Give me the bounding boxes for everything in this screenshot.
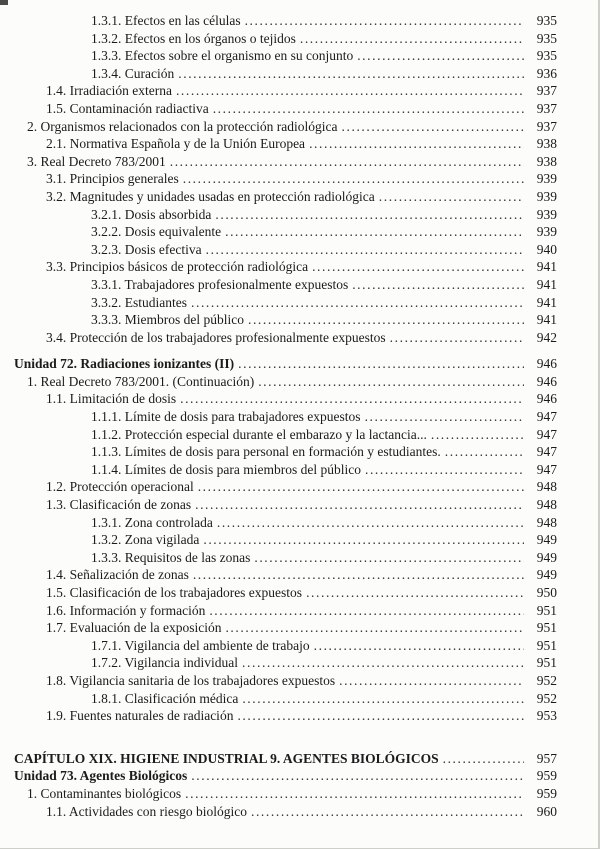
toc-entry-title: 1.6. Información y formación: [46, 602, 206, 618]
toc-page-number: 952: [536, 690, 557, 706]
toc-entry: [14, 443, 557, 461]
toc-entry-title: 1.1.3. Límites de dosis para personal en formación y estudiantes.: [91, 444, 441, 460]
toc-page-number: 949: [536, 532, 557, 548]
toc-page-number: 951: [536, 655, 557, 671]
toc-page-number: 938: [536, 136, 557, 152]
toc-page-number: 935: [536, 13, 557, 28]
toc-page-number: 941: [536, 294, 557, 310]
toc-entry: [14, 654, 557, 672]
toc-entry-title: 2. Organismos relacionados con la protección radiológica: [27, 118, 338, 134]
toc-entry-title: 1.3.4. Curación: [91, 65, 175, 81]
toc-page-number: 959: [536, 785, 557, 801]
toc-entry: [14, 373, 557, 391]
dot-leader: [443, 750, 524, 768]
toc-entry: [14, 602, 557, 620]
toc-entry: [14, 311, 557, 329]
toc-entry: [14, 82, 557, 100]
toc-entry-title: 1.4. Irradiación externa: [46, 83, 172, 99]
toc-entry: [14, 672, 557, 690]
toc-entry: [14, 153, 557, 171]
toc-entry-title: 3.2.3. Dosis efectiva: [91, 241, 202, 257]
toc-page-number: 941: [536, 276, 557, 292]
toc-entry-title: 1.1. Actividades con riesgo biológico: [46, 803, 247, 819]
toc-page-number: 939: [536, 171, 557, 187]
toc-entry: [14, 355, 557, 373]
toc-page-number: 952: [536, 672, 557, 688]
toc-group: [14, 750, 557, 820]
toc-page-number: 935: [536, 30, 557, 46]
dot-leader: [209, 602, 524, 620]
toc-entry-title: 3.2. Magnitudes y unidades usadas en protección radiológica: [46, 188, 375, 204]
dot-leader: [312, 258, 524, 276]
toc-entry: [14, 549, 557, 567]
dot-leader: [309, 135, 524, 153]
toc-entry: [14, 767, 557, 785]
dot-leader: [339, 672, 524, 690]
dot-leader: [206, 241, 524, 259]
toc-entry-title: 3.2.1. Dosis absorbida: [91, 206, 212, 222]
toc-page-number: 951: [536, 620, 557, 636]
toc-page-number: 960: [536, 803, 557, 819]
dot-leader: [242, 654, 524, 672]
dot-leader: [248, 311, 524, 329]
dot-leader: [185, 785, 524, 803]
dot-leader: [242, 690, 524, 708]
toc-page-number: 937: [536, 83, 557, 99]
toc-page-number: 948: [536, 497, 557, 513]
toc-entry: [14, 584, 557, 602]
toc-entry-title: 1.4. Señalización de zonas: [46, 567, 189, 583]
toc-entry-title: 3.1. Principios generales: [46, 171, 179, 187]
toc-group: [14, 12, 557, 346]
toc-page-number: 949: [536, 567, 557, 583]
toc-entry: [14, 276, 557, 294]
toc-page-number: 936: [536, 65, 557, 81]
toc-page-number: 941: [536, 259, 557, 275]
toc-page-number: 940: [536, 241, 557, 257]
toc-entry: [14, 619, 557, 637]
toc-page-number: 949: [536, 549, 557, 565]
toc-page-number: 947: [536, 444, 557, 460]
dot-leader: [251, 803, 524, 821]
dot-leader: [213, 100, 524, 118]
toc-page-number: 950: [536, 585, 557, 600]
toc-entry: [14, 294, 557, 312]
dot-leader: [183, 170, 524, 188]
toc-entry-title: 1.3.1. Efectos en las células: [91, 13, 241, 28]
toc-entry-title: 1.7.1. Vigilancia del ambiente de trabajo: [91, 637, 310, 653]
toc-entry-title: CAPÍTULO XIX. HIGIENE INDUSTRIAL 9. AGENTES BIOLÓGICOS: [14, 750, 439, 766]
dot-leader: [225, 223, 524, 241]
toc-entry-title: 3. Real Decreto 783/2001: [27, 153, 166, 169]
dot-leader: [195, 496, 524, 514]
toc-entry: [14, 426, 557, 444]
toc-page-number: 937: [536, 118, 557, 134]
dot-leader: [237, 707, 524, 725]
dot-leader: [191, 767, 524, 785]
dot-leader: [217, 514, 524, 532]
toc-entry-title: 1.1.4. Límites de dosis para miembros del público: [91, 461, 361, 477]
toc-page-number: 941: [536, 312, 557, 328]
dot-leader: [191, 294, 524, 312]
dot-leader: [198, 478, 524, 496]
dot-leader: [352, 276, 524, 294]
toc-entry: [14, 566, 557, 584]
toc-entry-title: 1.1.2. Protección especial durante el embarazo y la lactancia...: [91, 426, 427, 442]
dot-leader: [238, 355, 524, 373]
dot-leader: [215, 206, 524, 224]
dot-leader: [306, 584, 524, 602]
toc-entry-title: 3.3.2. Estudiantes: [91, 294, 187, 310]
toc-entry-title: 1.1. Limitación de dosis: [46, 391, 177, 407]
toc-entry: [14, 478, 557, 496]
toc-entry: [14, 258, 557, 276]
toc-entry: [14, 408, 557, 426]
dot-leader: [245, 12, 524, 30]
toc-page-number: 946: [536, 373, 557, 389]
toc-entry: [14, 329, 557, 347]
dot-leader: [379, 188, 524, 206]
toc-entry: [14, 30, 557, 48]
toc-entry-title: 1.7. Evaluación de la exposición: [46, 620, 222, 636]
toc-entry-title: 1.3.1. Zona controlada: [91, 514, 213, 530]
toc-page-number: 947: [536, 461, 557, 477]
toc-entry-title: 1.3. Clasificación de zonas: [46, 497, 192, 513]
toc-entry-title: 2.1. Normativa Española y de la Unión Europea: [46, 136, 306, 152]
toc-page-number: 953: [536, 708, 557, 724]
toc-page-number: 948: [536, 479, 557, 495]
dot-leader: [390, 329, 524, 347]
toc-page-number: 938: [536, 153, 557, 169]
toc-entry-title: Unidad 73. Agentes Biológicos: [14, 768, 188, 784]
toc-entry: [14, 390, 557, 408]
dot-leader: [180, 390, 524, 408]
toc-page-number: 951: [536, 637, 557, 653]
table-of-contents: [14, 12, 557, 820]
toc-page-number: 939: [536, 206, 557, 222]
dot-leader: [342, 118, 524, 136]
dot-leader: [365, 461, 524, 479]
toc-entry: [14, 785, 557, 803]
toc-entry-title: 3.3.3. Miembros del público: [91, 312, 244, 328]
toc-page-number: 951: [536, 602, 557, 618]
toc-entry: [14, 223, 557, 241]
toc-entry: [14, 170, 557, 188]
toc-entry-title: 3.3. Principios básicos de protección radiológica: [46, 259, 309, 275]
toc-page-number: 959: [536, 768, 557, 784]
toc-entry: [14, 750, 557, 768]
dot-leader: [314, 637, 524, 655]
toc-entry-title: 3.4. Protección de los trabajadores profesionalmente expuestos: [46, 329, 386, 345]
toc-entry-title: 3.2.2. Dosis equivalente: [91, 224, 222, 240]
toc-entry-title: 1.8. Vigilancia sanitaria de los trabajadores expuestos: [46, 672, 336, 688]
toc-entry-title: 1.8.1. Clasificación médica: [91, 690, 239, 706]
dot-leader: [365, 408, 524, 426]
toc-page-number: 939: [536, 224, 557, 240]
dot-leader: [445, 443, 524, 461]
toc-entry-title: 1.3.3. Efectos sobre el organismo en su conjunto: [91, 48, 354, 64]
toc-entry: [14, 12, 557, 30]
toc-page-number: 939: [536, 188, 557, 204]
toc-entry-title: 1.3.2. Zona vigilada: [91, 532, 200, 548]
scan-artifact: [0, 0, 8, 5]
toc-entry: [14, 47, 557, 65]
toc-entry-title: 1. Real Decreto 783/2001. (Continuación): [27, 373, 255, 389]
toc-entry-title: 1.5. Clasificación de los trabajadores expuestos: [46, 585, 303, 600]
toc-page-number: 935: [536, 48, 557, 64]
dot-leader: [203, 531, 524, 549]
dot-leader: [258, 373, 524, 391]
toc-entry: [14, 65, 557, 83]
toc-entry-title: 1.2. Protección operacional: [46, 479, 194, 495]
toc-page-number: 947: [536, 409, 557, 425]
toc-entry: [14, 690, 557, 708]
toc-page-number: 948: [536, 514, 557, 530]
toc-entry-title: 1.3.2. Efectos en los órganos o tejidos: [91, 30, 296, 46]
toc-entry: [14, 188, 557, 206]
toc-entry: [14, 461, 557, 479]
toc-entry-title: Unidad 72. Radiaciones ionizantes (II): [14, 356, 235, 372]
toc-page-number: 957: [536, 750, 557, 766]
toc-entry: [14, 241, 557, 259]
toc-page-number: 937: [536, 100, 557, 116]
toc-entry: [14, 707, 557, 725]
toc-entry: [14, 206, 557, 224]
toc-entry: [14, 496, 557, 514]
toc-entry-title: 1.5. Contaminación radiactiva: [46, 100, 209, 116]
toc-entry-title: 3.3.1. Trabajadores profesionalmente expuestos: [91, 276, 349, 292]
dot-leader: [178, 65, 524, 83]
dot-leader: [176, 82, 524, 100]
dot-leader: [431, 426, 524, 444]
toc-entry: [14, 100, 557, 118]
dot-leader: [254, 549, 524, 567]
dot-leader: [300, 30, 524, 48]
toc-page-number: 946: [536, 356, 557, 372]
toc-entry-title: 1. Contaminantes biológicos: [27, 785, 182, 801]
toc-entry: [14, 118, 557, 136]
toc-entry: [14, 135, 557, 153]
dot-leader: [225, 619, 524, 637]
toc-page-number: 946: [536, 391, 557, 407]
toc-page-number: 947: [536, 426, 557, 442]
toc-entry-title: 1.1.1. Límite de dosis para trabajadores expuestos: [91, 409, 361, 425]
toc-entry: [14, 514, 557, 532]
toc-group: [14, 355, 557, 724]
toc-entry-title: 1.3.3. Requisitos de las zonas: [91, 549, 251, 565]
dot-leader: [193, 566, 524, 584]
toc-entry: [14, 803, 557, 821]
toc-page-number: 942: [536, 329, 557, 345]
toc-entry: [14, 531, 557, 549]
dot-leader: [357, 47, 524, 65]
toc-entry: [14, 637, 557, 655]
toc-entry-title: 1.7.2. Vigilancia individual: [91, 655, 239, 671]
dot-leader: [170, 153, 524, 171]
toc-entry-title: 1.9. Fuentes naturales de radiación: [46, 708, 234, 724]
